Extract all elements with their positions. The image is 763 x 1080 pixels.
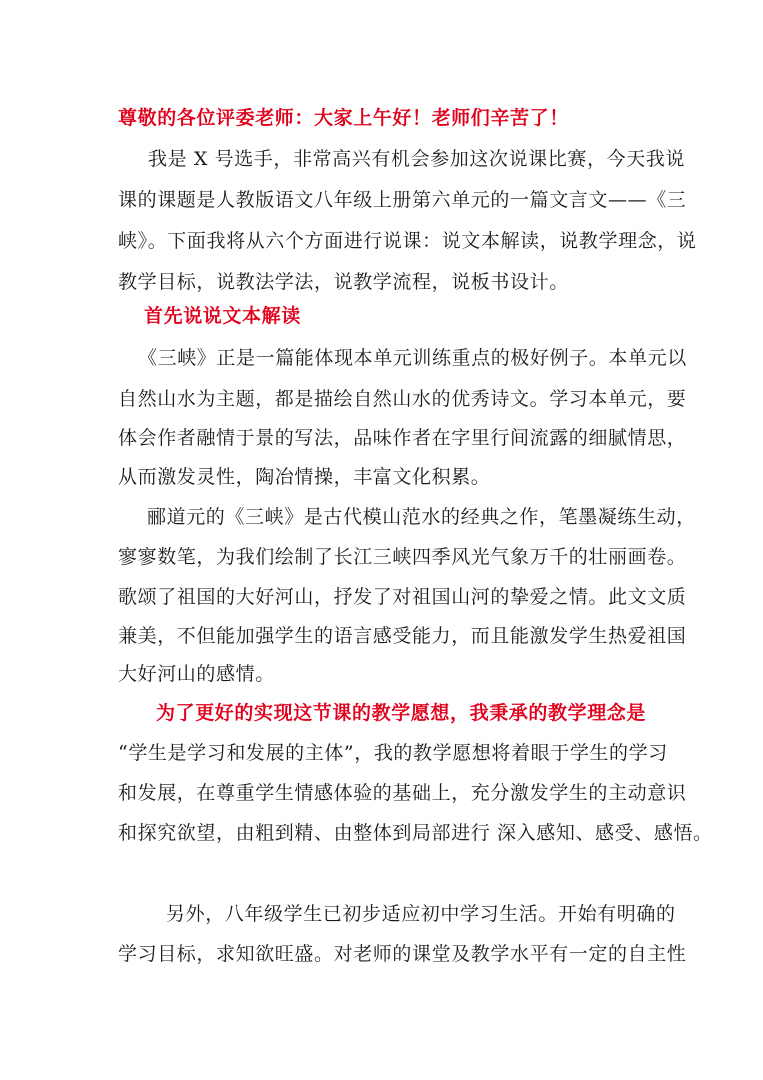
para2-line-4: 兼美，不但能加强学生的语言感受能力，而且能激发学生热爱祖国 xyxy=(118,625,687,647)
intro-line-2: 课的课题是人教版语文八年级上册第六单元的一篇文言文——《三 xyxy=(118,189,687,211)
greeting-line: 尊敬的各位评委老师：大家上午好！老师们辛苦了！ xyxy=(118,107,569,129)
para2-line-5: 大好河山的感情。 xyxy=(118,663,275,685)
para1-line-4: 从而激发灵性，陶冶情操，丰富文化积累。 xyxy=(118,466,491,488)
para1-line-3: 体会作者融情于景的写法，品味作者在字里行间流露的细腻情思， xyxy=(118,427,687,449)
intro-line-3: 峡》。下面我将从六个方面进行说课：说文本解读，说教学理念，说 xyxy=(118,230,697,252)
section-heading-text-interpretation: 首先说说文本解读 xyxy=(144,305,301,327)
para2-line-2: 寥寥数笔，为我们绘制了长江三峡四季风光气象万千的壮丽画卷。 xyxy=(118,546,687,568)
para1-line-1: 《三峡》正是一篇能体现本单元训练重点的极好例子。本单元以 xyxy=(138,347,687,369)
section-heading-teaching-philosophy: 为了更好的实现这节课的教学愿想，我秉承的教学理念是 xyxy=(156,702,647,724)
intro-line-1: 我是 X 号选手，非常高兴有机会参加这次说课比赛，今天我说 xyxy=(148,148,686,170)
para4-line-2: 学习目标，求知欲旺盛。对老师的课堂及教学水平有一定的自主性 xyxy=(118,943,687,965)
para1-line-2: 自然山水为主题，都是描绘自然山水的优秀诗文。学习本单元，要 xyxy=(118,388,687,410)
para3-line-3: 和探究欲望，由粗到精、由整体到局部进行 深入感知、感受、感悟。 xyxy=(118,822,713,844)
para2-line-1: 郦道元的《三峡》是古代模山范水的经典之作，笔墨凝练生动， xyxy=(147,506,696,528)
para4-line-1: 另外，八年级学生已初步适应初中学习生活。开始有明确的 xyxy=(166,903,676,925)
para2-line-3: 歌颂了祖国的大好河山，抒发了对祖国山河的挚爱之情。此文文质 xyxy=(118,586,687,608)
para3-line-1: “学生是学习和发展的主体”，我的教学愿想将着眼于学生的学习 xyxy=(118,742,668,764)
intro-line-4: 教学目标，说教法学法，说教学流程，说板书设计。 xyxy=(118,271,569,293)
para3-line-2: 和发展，在尊重学生情感体验的基础上，充分激发学生的主动意识 xyxy=(118,782,687,804)
